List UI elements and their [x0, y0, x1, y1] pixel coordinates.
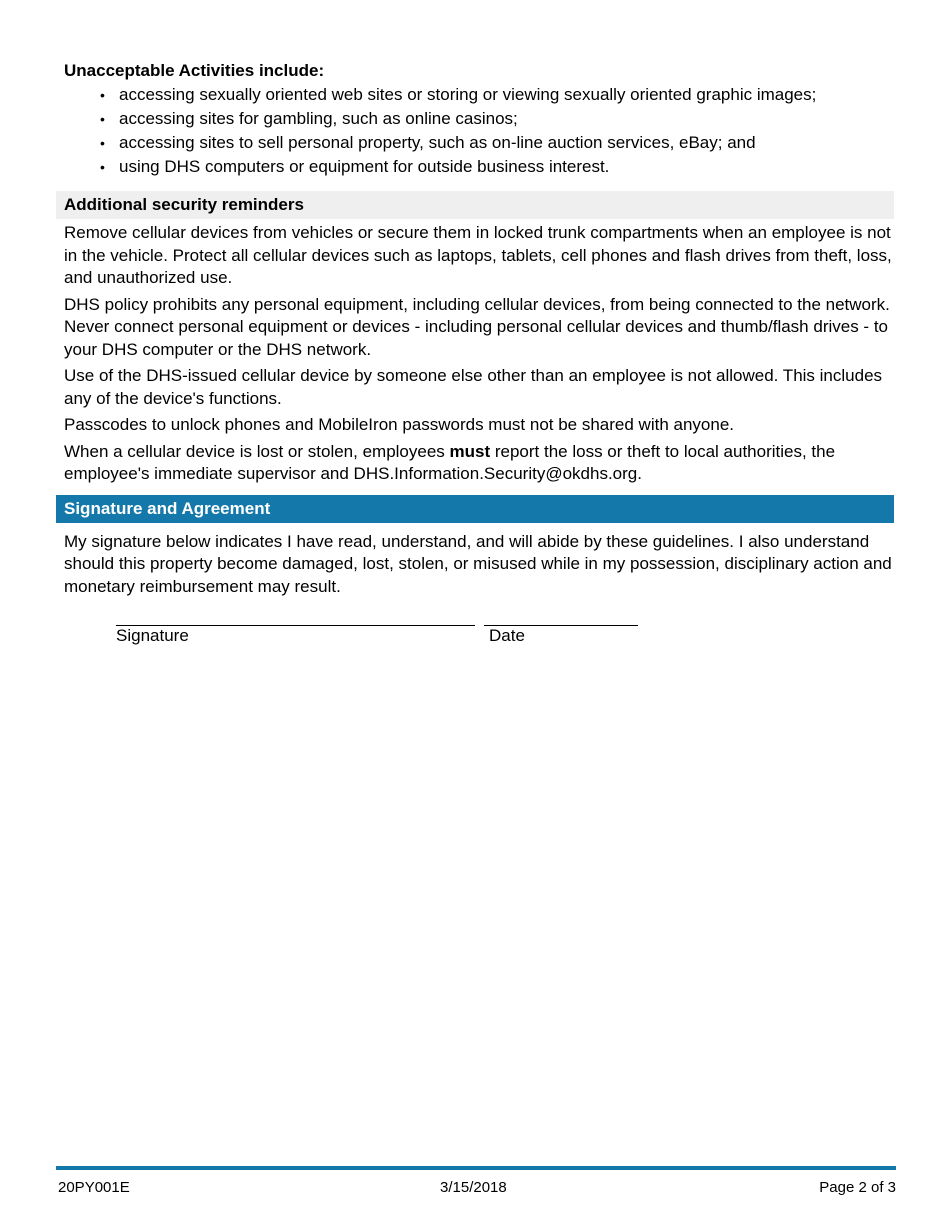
signature-block: [116, 625, 646, 655]
lost-device-emphasis: must: [449, 441, 491, 461]
bullet-icon: •: [100, 135, 105, 151]
date-label: Date: [489, 626, 525, 645]
list-item-text: accessing sexually oriented web sites or storing or viewing sexually oriented graphic images;: [119, 85, 817, 104]
revision-date: 3/15/2018: [440, 1179, 507, 1196]
list-item-text: accessing sites to sell personal property, such as on-line auction services, eBay; and: [119, 133, 756, 152]
list-item: [100, 83, 894, 107]
list-item: [100, 131, 894, 155]
signature-label: Signature: [116, 626, 189, 645]
security-paragraph: Remove cellular devices from vehicles or secure them in locked trunk compartments when an employee is not in the vehicle. Protect all cellular devices such as laptops, tablets, cell phones and flash drives from theft, loss, and unauthorized use.: [64, 223, 892, 287]
unacceptable-activities-list: [56, 83, 894, 179]
list-item-text: using DHS computers or equipment for outside business interest.: [119, 157, 610, 176]
footer-divider: [56, 1166, 896, 1170]
form-number: 20PY001E: [58, 1179, 130, 1196]
bullet-icon: •: [100, 87, 105, 103]
security-paragraph: Passcodes to unlock phones and MobileIron passwords must not be shared with anyone.: [64, 415, 735, 434]
bullet-icon: •: [100, 159, 105, 175]
unacceptable-activities-heading: Unacceptable Activities include:: [64, 61, 325, 80]
document-page: [56, 60, 894, 598]
list-item-text: accessing sites for gambling, such as online casinos;: [119, 109, 518, 128]
list-item: [100, 107, 894, 131]
list-item: [100, 155, 894, 179]
lost-device-text-before: When a cellular device is lost or stolen, employees: [64, 441, 450, 461]
bullet-icon: •: [100, 111, 105, 127]
lost-device-paragraph: [64, 441, 892, 486]
signature-agreement-heading: Signature and Agreement: [56, 495, 894, 523]
page-number: Page 2 of 3: [819, 1179, 896, 1196]
security-reminders-heading: Additional security reminders: [56, 191, 894, 219]
security-paragraph: DHS policy prohibits any personal equipment, including cellular devices, from being connected to the network. Never connect personal equipment or devices - including personal cellular devices and thumb/flash drives - to your DHS computer or the DHS network.: [64, 294, 890, 359]
security-paragraph: Use of the DHS-issued cellular device by someone else other than an employee is not allowed. This includes any of the device's functions.: [64, 366, 883, 408]
lost-device-text-after: report the loss or theft to local authorities, the employee's immediate supervisor and DHS.Information.Security@okdhs.org.: [64, 441, 836, 483]
agreement-text: My signature below indicates I have read, understand, and will abide by these guidelines. I also understand should this property become damaged, lost, stolen, or misused while in my possession, disciplinary action and monetary reimbursement may result.: [64, 531, 892, 596]
